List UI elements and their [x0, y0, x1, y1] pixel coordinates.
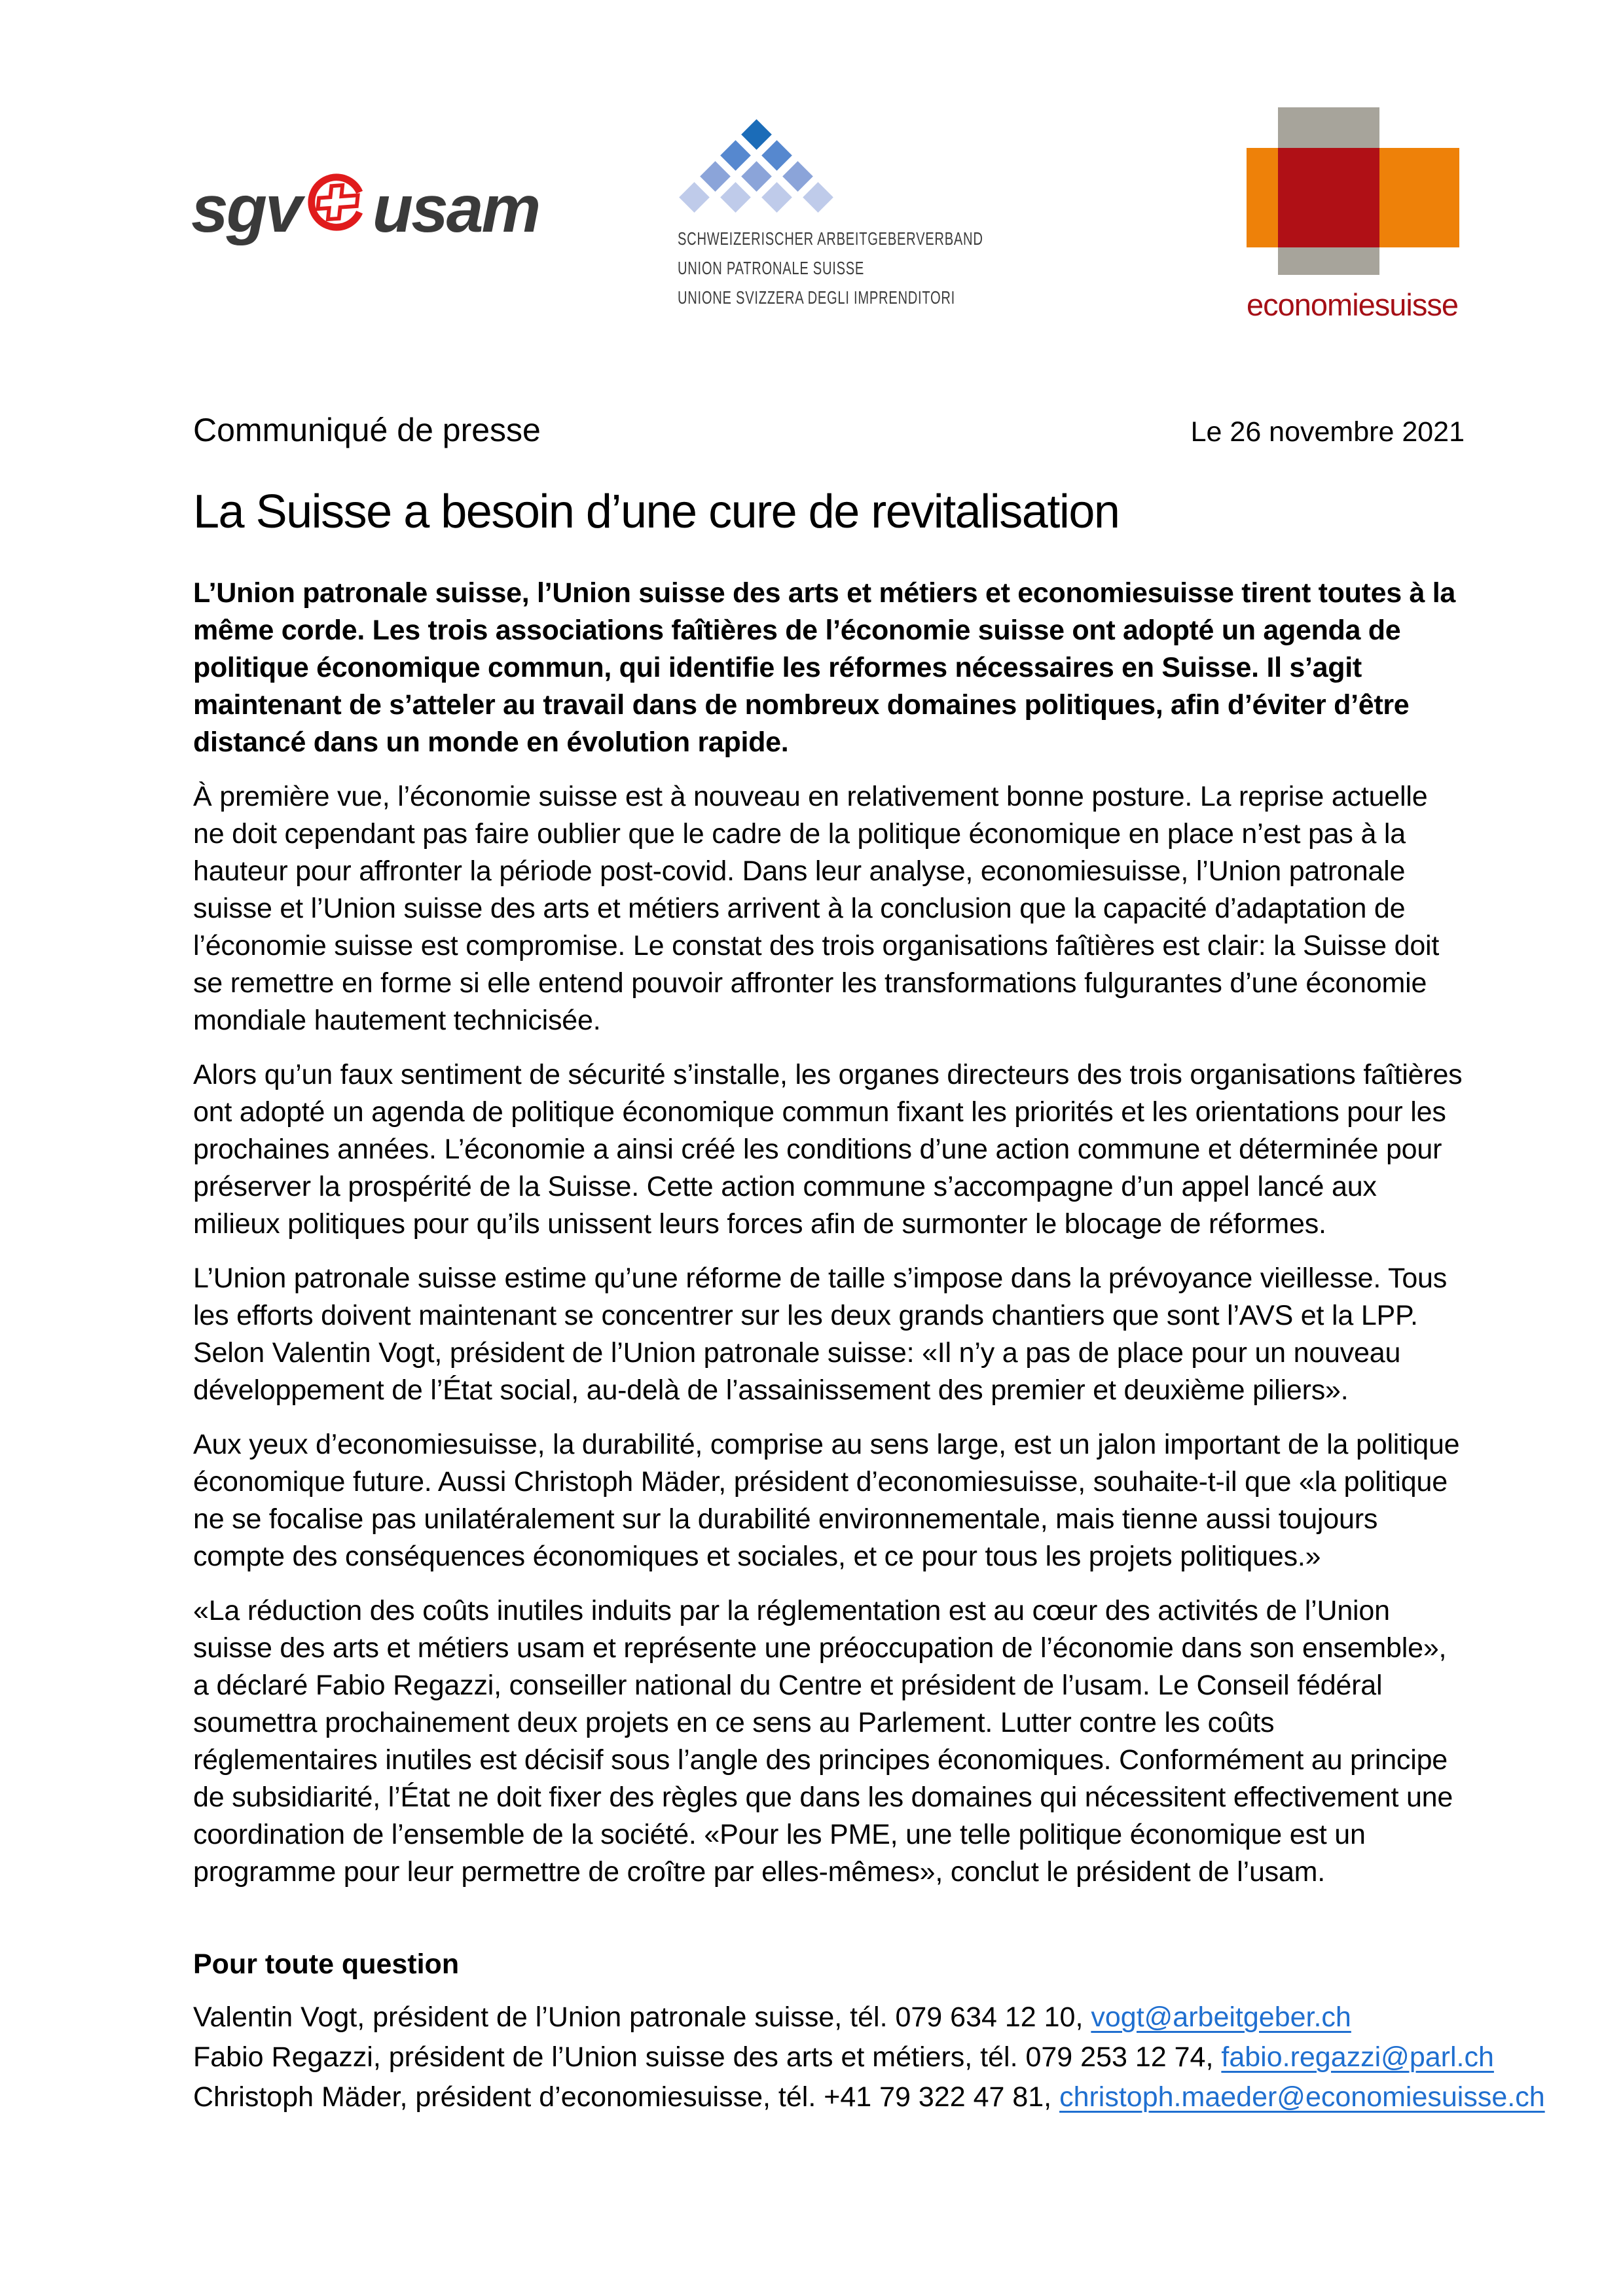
arbeitgeberverband-logo-text: [678, 224, 983, 312]
logo-line-fr: UNION PATRONALE SUISSE: [678, 258, 865, 278]
contact-line: [193, 1998, 1465, 2037]
contact-text: Christoph Mäder, président d’economiesuisse, tél. +41 79 322 47 81,: [193, 2081, 1060, 2113]
email-link[interactable]: christoph.maeder@economiesuisse.ch: [1059, 2081, 1545, 2113]
pyramid-diamond: [700, 161, 731, 192]
diamond-pyramid-icon: [678, 98, 848, 223]
paragraph: L’Union patronale suisse estime qu’une réforme de taille s’impose dans la prévoyance vieillesse. Tous les efforts doivent maintenant se concentrer sur les deux grands chantiers que sont l’AVS et la LPP. Selon Valentin Vogt, président de l’Union patronale suisse: «Il n’y a pas de place pour un nouveau développement de l’État social, au-delà de l’assainissement des premier et deuxième piliers».: [193, 1262, 1448, 1406]
email-link[interactable]: fabio.regazzi@parl.ch: [1221, 2041, 1494, 2073]
document-date: Le 26 novembre 2021: [1190, 416, 1465, 448]
email-link[interactable]: vogt@arbeitgeber.ch: [1091, 2001, 1351, 2033]
pyramid-diamond: [803, 182, 833, 213]
contact-text: Fabio Regazzi, président de l’Union suisse des arts et métiers, tél. 079 253 12 74,: [193, 2041, 1222, 2073]
paragraph: Aux yeux d’economiesuisse, la durabilité, comprise au sens large, est un jalon important de la politique économique future. Aussi Christoph Mäder, président d’economiesuisse, souhaite-t-il que «la politique ne se focalise pas unilatéralement sur la durabilité environnementale, mais tienne aussi toujours compte des conséquences économiques et sociales, et ce pour tous les projets politiques.»: [193, 1428, 1460, 1572]
arbeitgeberverband-logo: [678, 98, 1044, 321]
paragraph: Alors qu’un faux sentiment de sécurité s’installe, les organes directeurs des trois organisations faîtières ont adopté un agenda de politique économique commun fixant les priorités et les orientations pour les prochaines années. L’économie a ainsi créé les conditions d’une action commune et déterminée pour préserver la prospérité de la Suisse. Cette action commune s’accompagne d’un appel lancé aux milieux politiques pour qu’ils unissent leurs forces afin de surmonter le blocage de réformes.: [193, 1058, 1463, 1240]
lead-paragraph: L’Union patronale suisse, l’Union suisse des arts et métiers et economiesuisse tirent toutes à la même corde. Les trois associations faîtières de l’économie suisse ont adopté un agenda de politique économique commun, qui identifie les réformes nécessaires en Suisse. Il s’agit maintenant de s’atteler au travail dans de nombreux domaines politiques, afin d’éviter d’être distancé dans un monde en évolution rapide.: [193, 577, 1456, 758]
paragraph: À première vue, l’économie suisse est à nouveau en relativement bonne posture. La reprise actuelle ne doit cependant pas faire oublier que le cadre de la politique économique en place n’est pas à la hauteur pour affronter la période post-covid. Dans leur analyse, economiesuisse, l’Union patronale suisse et l’Union suisse des arts et métiers arrivent à la conclusion que la capacité d’adaptation de l’économie suisse est compromise. Le constat des trois organisations faîtières est clair: la Suisse doit se remettre en forme si elle entend pouvoir affronter les transformations fulgurantes d’une économie mondiale hautement technicisée.: [193, 780, 1440, 1036]
economiesuisse-logo: [1247, 107, 1463, 323]
contact-heading: Pour toute question: [193, 1948, 460, 1980]
contact-line: [193, 2077, 1545, 2117]
sgv-usam-logo: [191, 171, 539, 246]
logo-line-de: SCHWEIZERISCHER ARBEITGEBERVERBAND: [678, 228, 983, 249]
sgv-logo-text-left: sgv: [191, 171, 301, 246]
pyramid-diamond: [761, 182, 792, 213]
meta-row: [193, 411, 1465, 449]
pyramid-diamond: [679, 182, 710, 213]
logo-header: [193, 98, 1465, 321]
pyramid-diamond: [782, 161, 813, 192]
contact-lines: [193, 1998, 1545, 2117]
pyramid-diamond: [741, 119, 772, 150]
pyramid-diamond: [720, 140, 751, 171]
logo-line-it: UNIONE SVIZZERA DEGLI IMPRENDITORI: [678, 287, 956, 308]
document-type-label: Communiqué de presse: [193, 412, 541, 448]
economiesuisse-logo-text: economiesuisse: [1247, 287, 1459, 322]
sgv-logo-text-right: usam: [372, 171, 539, 246]
pyramid-diamond: [720, 182, 751, 213]
page-title: La Suisse a besoin d’une cure de revitalisation: [193, 486, 1120, 538]
pyramid-diamond: [741, 161, 772, 192]
pyramid-diamond: [761, 140, 792, 171]
swiss-cross-ring-icon: [304, 170, 369, 245]
body-paragraphs: [193, 778, 1465, 1891]
contact-text: Valentin Vogt, président de l’Union patronale suisse, tél. 079 634 12 10,: [193, 2001, 1091, 2033]
contact-line: [193, 2037, 1494, 2077]
economiesuisse-red-square: [1278, 148, 1379, 247]
paragraph: «La réduction des coûts inutiles induits par la réglementation est au cœur des activités de l’Union suisse des arts et métiers usam et représente une préoccupation de l’économie dans son ensemble», a déclaré Fabio Regazzi, conseiller national du Centre et président de l’usam. Le Conseil fédéral soumettra prochainement deux projets en ce sens au Parlement. Lutter contre les coûts réglementaires inutiles est décisif sous l’angle des principes économiques. Conformément au principe de subsidiarité, l’État ne doit fixer des règles que dans les domaines qui nécessitent effectivement une coordination de l’ensemble de la société. «Pour les PME, une telle politique économique est un programme pour leur permettre de croître par elles-mêmes», conclut le président de l’usam.: [193, 1594, 1453, 1888]
